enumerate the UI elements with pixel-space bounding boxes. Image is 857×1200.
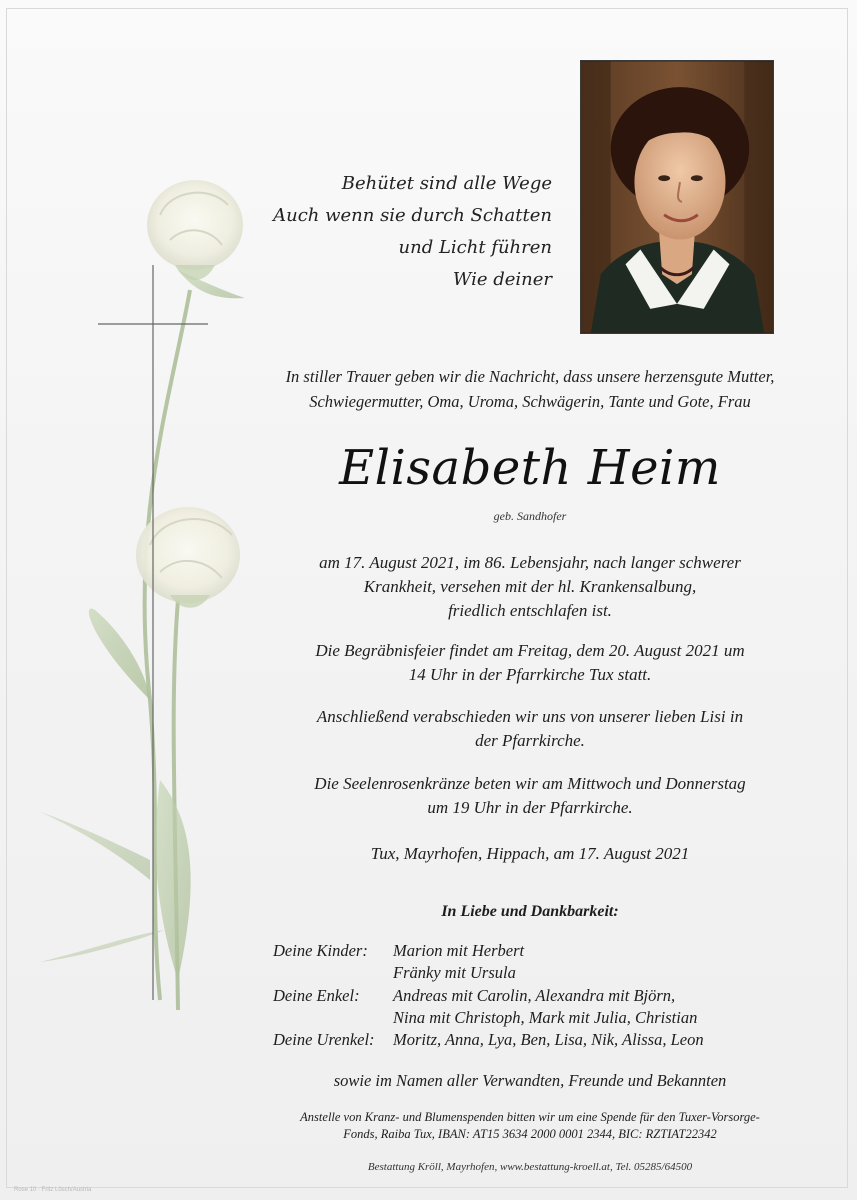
paragraph-line: friedlich entschlafen ist. (448, 601, 612, 620)
place-and-date: Tux, Mayrhofen, Hippach, am 17. August 2021 (370, 844, 690, 863)
paragraph-line: Anschließend verabschieden wir uns von unserer lieben Lisi in (316, 707, 744, 726)
announcement-intro (260, 364, 800, 414)
intro-line: In stiller Trauer geben wir die Nachricht, dass unsere herzensgute Mutter, (285, 367, 775, 386)
family-relation: Deine Urenkel: (273, 1030, 375, 1050)
poem-line: Auch wenn sie durch Schatten (273, 205, 552, 226)
intro-line: Schwiegermutter, Oma, Uroma, Schwägerin, Tante und Gote, Frau (309, 392, 751, 411)
paragraph-line: am 17. August 2021, im 86. Lebensjahr, nach langer schwerer (319, 553, 741, 572)
family-names: Marion mit Herbert (393, 941, 525, 960)
donation-line: Fonds, Raiba Tux, IBAN: AT15 3634 2000 0001 2344, BIC: RZTIAT22342 (343, 1127, 717, 1141)
family-names: Andreas mit Carolin, Alexandra mit Björn, (393, 985, 676, 1005)
poem-line: Behütet sind alle Wege (341, 173, 552, 194)
family-relation (273, 1007, 393, 1029)
deceased-name: Elisabeth Heim (339, 440, 721, 496)
family-row (273, 1029, 704, 1051)
poem (272, 168, 552, 296)
portrait-image (581, 61, 773, 333)
family-relation: Deine Enkel: (273, 985, 360, 1005)
poem-line: und Licht führen (398, 237, 552, 258)
birth-name: geb. Sandhofer (493, 509, 567, 523)
family-names: Nina mit Christoph, Mark mit Julia, Christian (393, 1007, 698, 1027)
white-roses-illustration (0, 0, 300, 1200)
poem-line: Wie deiner (452, 269, 552, 290)
donation-line: Anstelle von Kranz- und Blumenspenden bitten wir um eine Spende für den Tuxer-Vorsorge- (300, 1110, 760, 1124)
deceased-portrait (580, 60, 774, 334)
family-list (273, 940, 704, 1051)
family-row (273, 962, 704, 984)
rose-upper (147, 180, 243, 280)
paragraph-line: Die Begräbnisfeier findet am Freitag, dem 20. August 2021 um (315, 641, 745, 660)
family-names: Fränky mit Ursula (393, 963, 516, 983)
paragraph-line: 14 Uhr in der Pfarrkirche Tux statt. (408, 665, 652, 684)
donation-note (260, 1109, 800, 1143)
family-relation (273, 962, 393, 984)
rose-lower (136, 507, 240, 608)
image-credit: Rose 10 · Fritz Lösch/Austria (14, 1187, 92, 1193)
funeral-paragraph (260, 639, 800, 687)
rosary-paragraph (260, 772, 800, 820)
farewell-paragraph (260, 705, 800, 753)
family-row (273, 940, 704, 962)
undertaker-footer: Bestattung Kröll, Mayrhofen, www.bestattung-kroell.at, Tel. 05285/64500 (367, 1161, 693, 1173)
paragraph-line: Die Seelenrosenkränze beten wir am Mittwoch und Donnerstag (314, 774, 746, 793)
family-row (273, 1007, 704, 1029)
paragraph-line: um 19 Uhr in der Pfarrkirche. (427, 798, 633, 817)
closing-heading: In Liebe und Dankbarkeit: (441, 903, 619, 920)
family-names: Moritz, Anna, Lya, Ben, Lisa, Nik, Alissa, Leon (393, 1030, 704, 1050)
paragraph-line: Krankheit, versehen mit der hl. Krankensalbung, (363, 577, 697, 596)
relatives-line: sowie im Namen aller Verwandten, Freunde und Bekannten (333, 1071, 727, 1090)
family-relation: Deine Kinder: (273, 941, 368, 960)
family-row (273, 985, 704, 1007)
death-paragraph (260, 551, 800, 623)
paragraph-line: der Pfarrkirche. (475, 731, 585, 750)
